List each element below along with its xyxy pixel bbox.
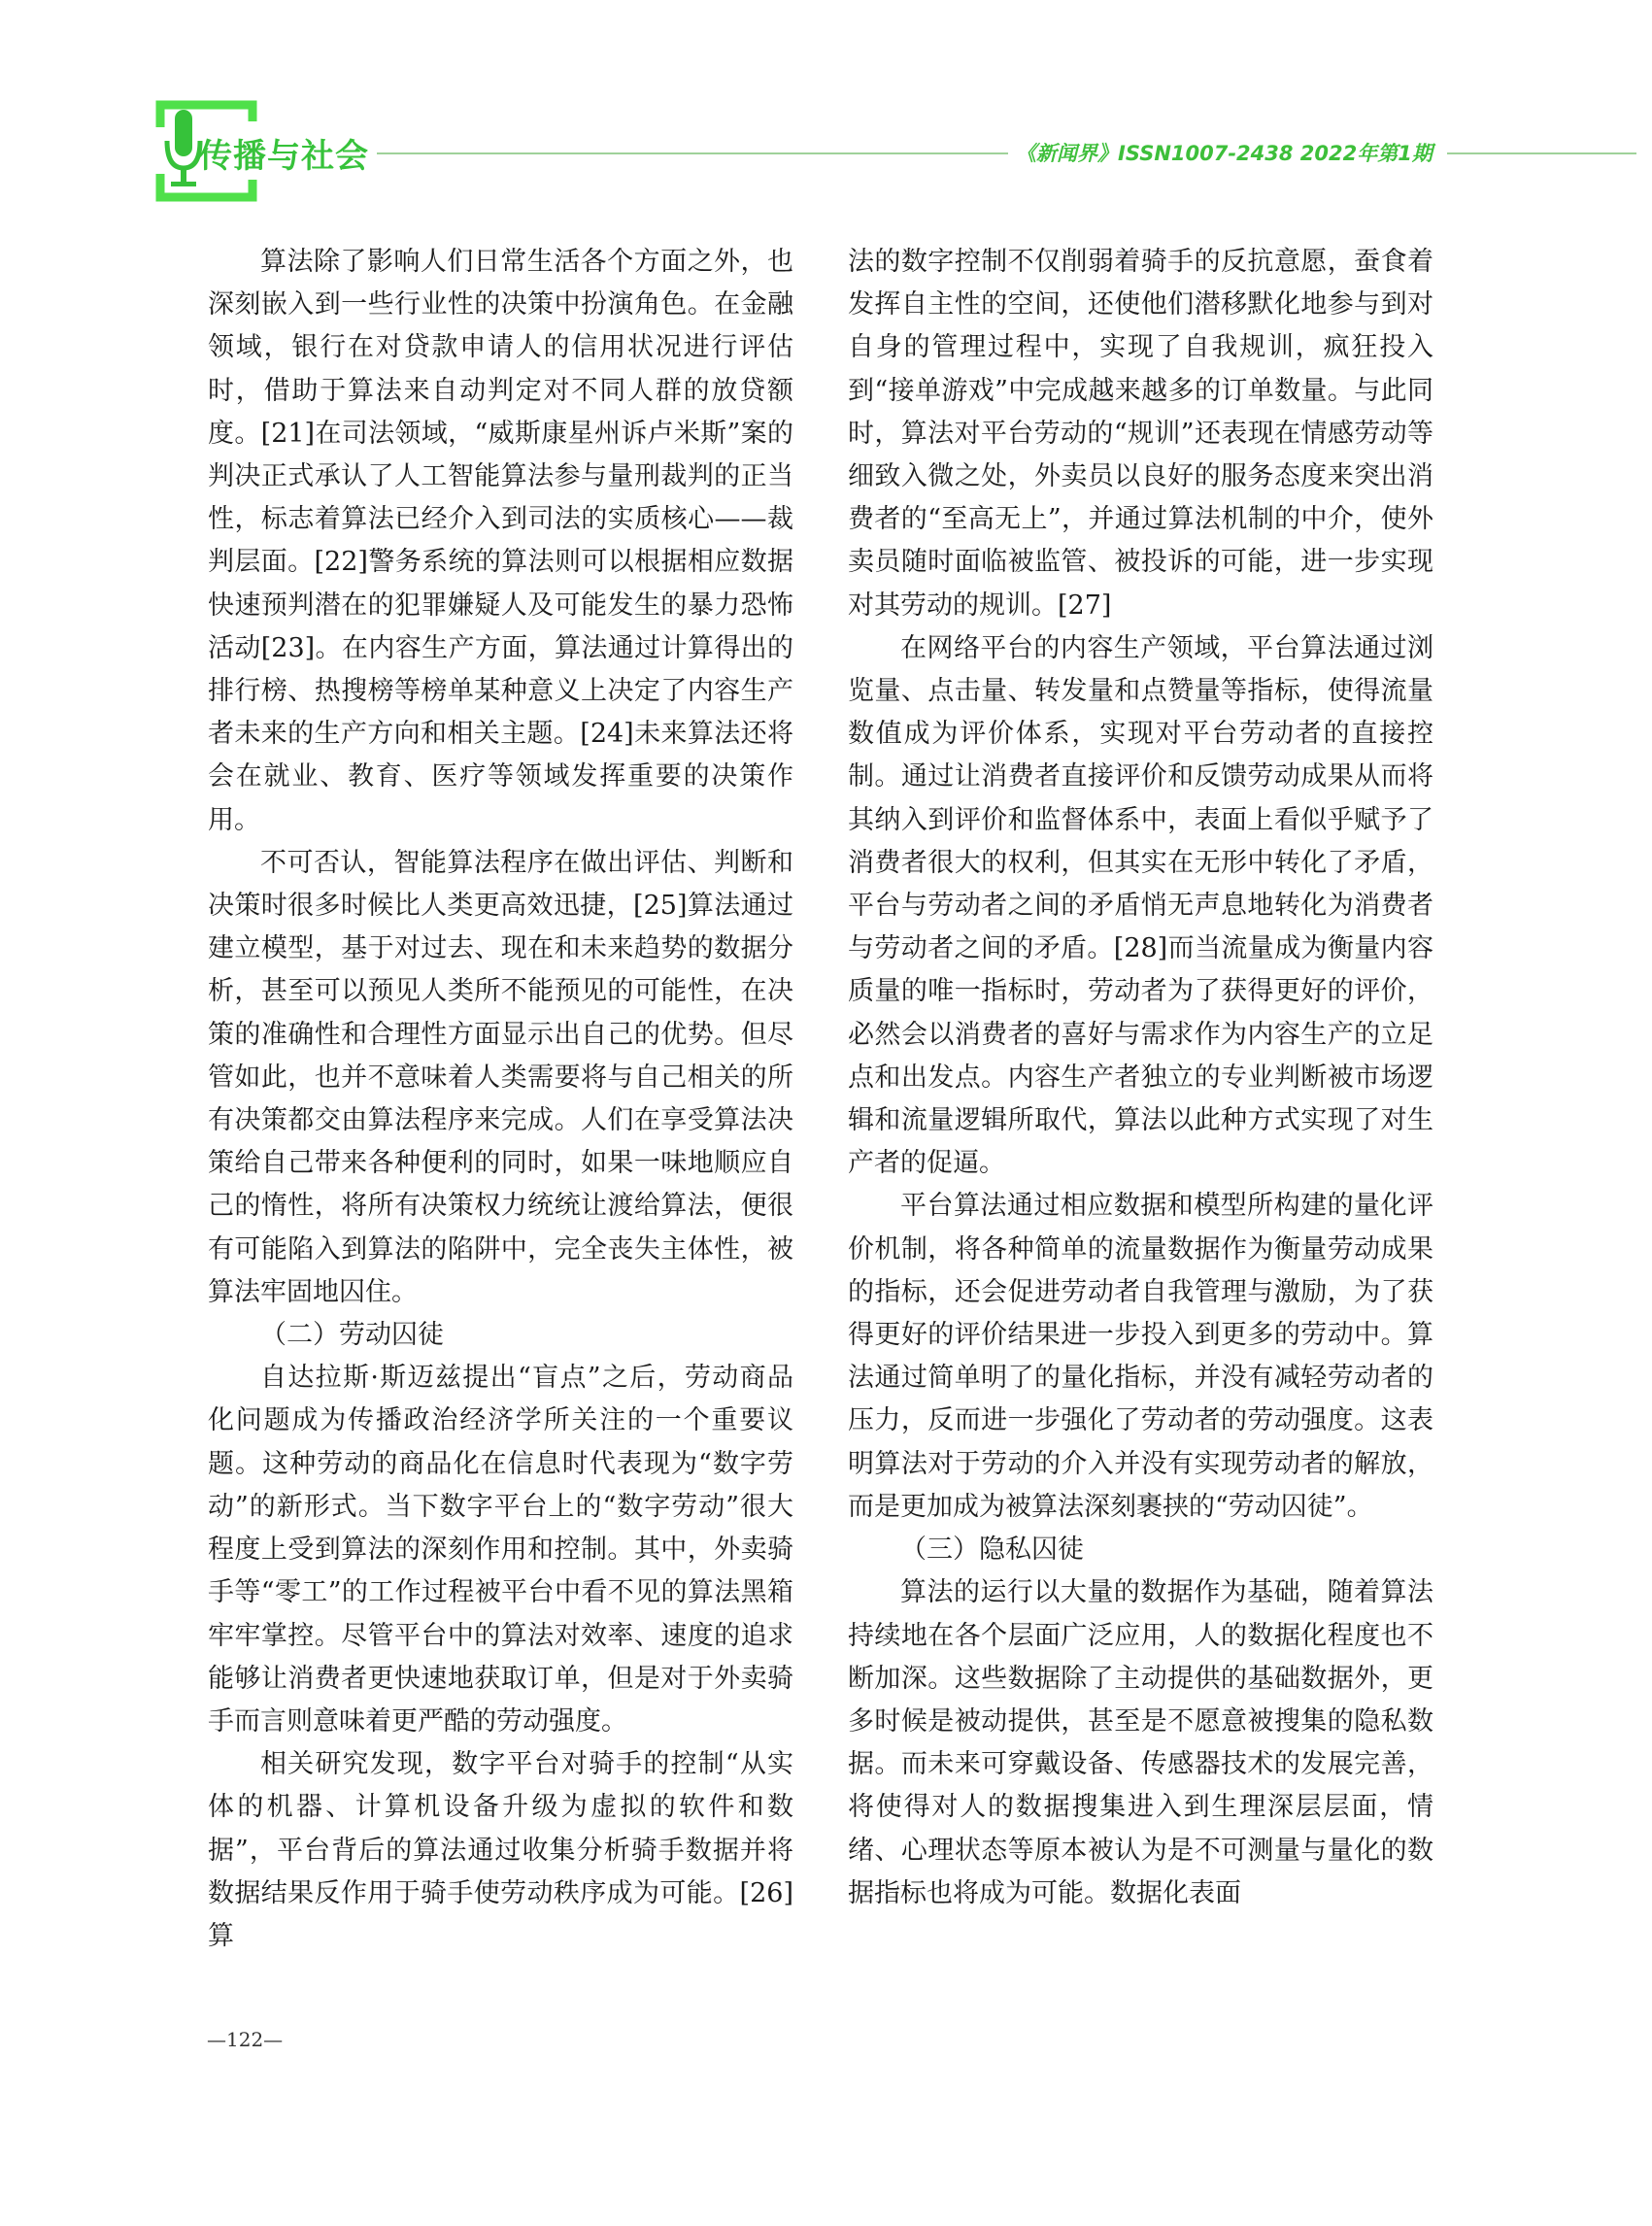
paragraph: 平台算法通过相应数据和模型所构建的量化评价机制，将各种简单的流量数据作为衡量劳动成果的指标，还会促进劳动者自我管理与激励，为了获得更好的评价结果进一步投入到更多的劳动中。算法通过简单明了的量化指标，并没有减轻劳动者的压力，反而进一步强化了劳动者的劳动强度。这表明算法对于劳动的介入并没有实现劳动者的解放，而是更加成为被算法深刻裹挟的“劳动囚徒”。 [848, 1191, 1433, 1522]
paragraph: 不可否认，智能算法程序在做出评估、判断和决策时很多时候比人类更高效迅捷，[25]算法通过建立模型，基于对过去、现在和未来趋势的数据分析，甚至可以预见人类所不能预见的可能性，在决策的准确性和合理性方面显示出自己的优势。但尽管如此，也并不意味着人类需要将与自己相关的所有决策都交由算法程序来完成。人们在享受算法决策给自己带来各种便利的同时，如果一味地顺应自己的惰性，将所有决策权力统统让渡给算法，便很有可能陷入到算法的陷阱中，完全丧失主体性，被算法牢固地囚住。 [208, 847, 793, 1307]
paragraph: 自达拉斯·斯迈兹提出“盲点”之后，劳动商品化问题成为传播政治经济学所关注的一个重要议题。这种劳动的商品化在信息时代表现为“数字劳动”的新形式。当下数字平台上的“数字劳动”很大程度上受到算法的深刻作用和控制。其中，外卖骑手等“零工”的工作过程被平台中看不见的算法黑箱牢牢掌控。尽管平台中的算法对效率、速度的追求能够让消费者更快速地获取订单，但是对于外卖骑手而言则意味着更严酷的劳动强度。 [208, 1363, 793, 1737]
header-divider-right [1447, 152, 1636, 154]
subheading: （二）劳动囚徒 [260, 1320, 444, 1351]
paragraph: 在网络平台的内容生产领域，平台算法通过浏览量、点击量、转发量和点赞量等指标，使得流量数值成为评价体系，实现对平台劳动者的直接控制。通过让消费者直接评价和反馈劳动成果从而将其纳入到评价和监督体系中，表面上看似乎赋予了消费者很大的权利，但其实在无形中转化了矛盾，平台与劳动者之间的矛盾悄无声息地转化为消费者与劳动者之间的矛盾。[28]而当流量成为衡量内容质量的唯一指标时，劳动者为了获得更好的评价，必然会以消费者的喜好与需求作为内容生产的立足点和出发点。内容生产者独立的专业判断被市场逻辑和流量逻辑所取代，算法以此种方式实现了对生产者的促逼。 [848, 632, 1433, 1179]
subheading: （三）隐私囚徒 [900, 1535, 1084, 1566]
paragraph-continued: 法的数字控制不仅削弱着骑手的反抗意愿，蚕食着发挥自主性的空间，还使他们潜移默化地参与到对自身的管理过程中，实现了自我规训，疯狂投入到“接单游戏”中完成越来越多的订单数量。与此同时，算法对平台劳动的“规训”还表现在情感劳动等细致入微之处，外卖员以良好的服务态度来突出消费者的“至高无上”，并通过算法机制的中介，使外卖员随时面临被监管、被投诉的可能，进一步实现对其劳动的规训。[27] [848, 247, 1433, 621]
section-title: 传播与社会 [199, 137, 369, 176]
left-column [208, 241, 793, 1958]
paragraph: 相关研究发现，数字平台对骑手的控制“从实体的机器、计算机设备升级为虚拟的软件和数据”，平台背后的算法通过收集分析骑手数据并将数据结果反作用于骑手使劳动秩序成为可能。[26]算 [208, 1749, 793, 1951]
journal-info: 《新闻界》ISSN1007-2438 2022年第1期 [1016, 142, 1433, 165]
paragraph: 算法的运行以大量的数据作为基础，随着算法持续地在各个层面广泛应用，人的数据化程度也不断加深。这些数据除了主动提供的基础数据外，更多时候是被动提供，甚至是不愿意被搜集的隐私数据。而未来可穿戴设备、传感器技术的发展完善，将使得对人的数据搜集进入到生理深层层面，情绪、心理状态等原本被认为是不可测量与量化的数据指标也将成为可能。数据化表面 [848, 1577, 1433, 1908]
page-header [0, 0, 1652, 223]
right-column [848, 241, 1433, 1915]
paragraph: 算法除了影响人们日常生活各个方面之外，也深刻嵌入到一些行业性的决策中扮演角色。在金融领域，银行在对贷款申请人的信用状况进行评估时，借助于算法来自动判定对不同人群的放贷额度。[21]在司法领域，“威斯康星州诉卢米斯”案的判决正式承认了人工智能算法参与量刑裁判的正当性，标志着算法已经介入到司法的实质核心——裁判层面。[22]警务系统的算法则可以根据相应数据快速预判潜在的犯罪嫌疑人及可能发生的暴力恐怖活动[23]。在内容生产方面，算法通过计算得出的排行榜、热搜榜等榜单某种意义上决定了内容生产者未来的生产方向和相关主题。[24]未来算法还将会在就业、教育、医疗等领域发挥重要的决策作用。 [208, 247, 793, 835]
page-number: —122— [207, 2028, 284, 2051]
header-divider-left [377, 152, 1008, 154]
